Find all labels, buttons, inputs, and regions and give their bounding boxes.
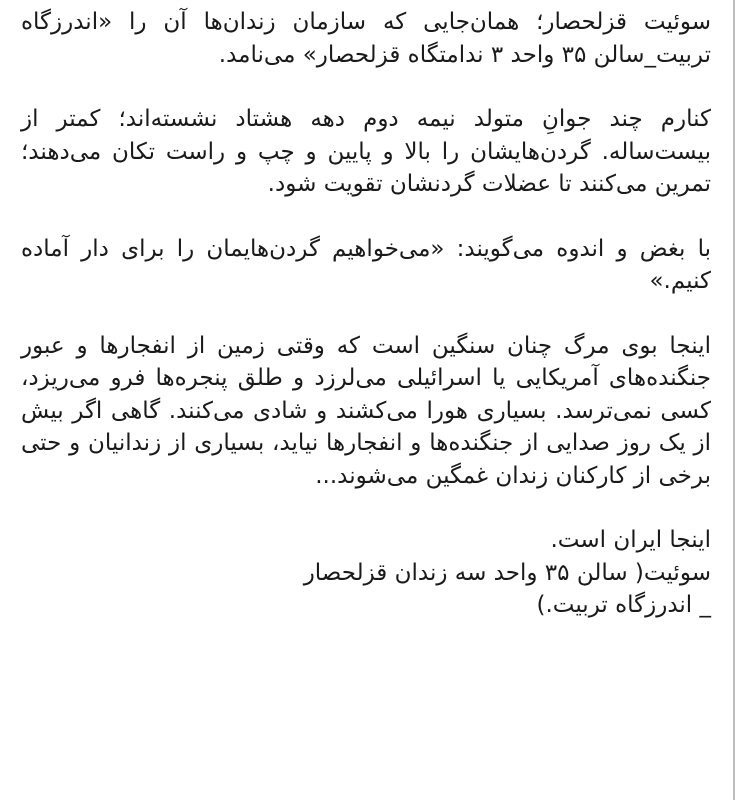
closing-line-iran: اینجا ایران است.	[550, 527, 711, 553]
scrollbar-track	[733, 0, 735, 800]
closing-line-ward: _ اندرزگاه تربیت.)	[536, 592, 711, 618]
paragraph-young-inmates: کنارم چند جوانِ متولد نیمه دوم دهه هشتاد نشسته‌اند؛ کمتر از بیست‌ساله. گردن‌هایشان را بالا و پایین و چپ و راست تکان می‌دهند؛ تمرین می‌کنند تا عضلات گردنشان تقویت شود.	[21, 106, 711, 197]
paragraph-suite-intro: سوئیت قزلحصار؛ همان‌جایی که سازمان زندان‌ها آن را «اندرزگاه تربیت_سالن ۳۵ واحد ۳ ندامتگاه قزلحصار» می‌نامد.	[21, 9, 711, 68]
message-body	[21, 6, 711, 622]
paragraph-smell-of-death: اینجا بوی مرگ چنان سنگین است که وقتی زمین از انفجارها و عبور جنگنده‌های آمریکایی یا اسرائیلی می‌لرزد و طلق پنجره‌ها فرو می‌ریزد، کسی نمی‌ترسد. بسیاری هورا می‌کشند و شادی می‌کنند. گاهی اگر بیش از یک روز صدایی از جنگنده‌ها و انفجارها نیاید، بسیاری از زندانیان و حتی برخی از کارکنان زندان غمگین می‌شوند...	[21, 332, 711, 489]
paragraph-gallows-quote: با بغض و اندوه می‌گویند: «می‌خواهیم گردن‌هایمان را برای دار آماده کنیم.»	[21, 235, 711, 294]
closing-block	[21, 524, 711, 622]
closing-line-location: سوئیت( سالن ۳۵ واحد سه زندان قزلحصار	[303, 559, 711, 586]
